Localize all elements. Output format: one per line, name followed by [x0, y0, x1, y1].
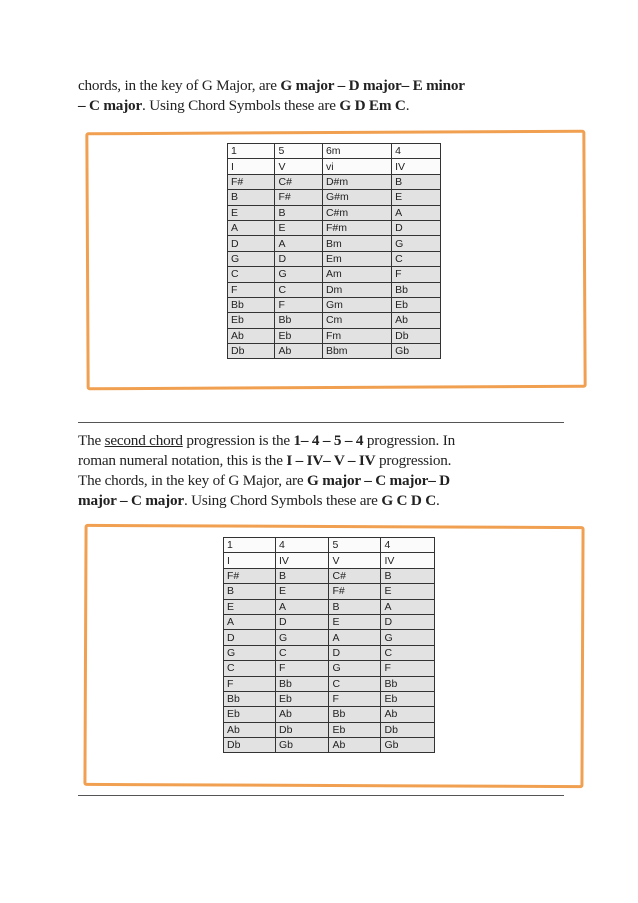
- table-row: [228, 328, 441, 343]
- table-cell: E: [228, 205, 275, 220]
- table-cell: B: [329, 599, 381, 614]
- table-cell: A: [224, 614, 276, 629]
- table-cell: Gb: [381, 738, 435, 753]
- table-cell: D: [228, 236, 275, 251]
- table-cell: Bb: [228, 297, 275, 312]
- table-row: [228, 267, 441, 282]
- table-cell: A: [392, 205, 441, 220]
- table-cell: 1: [228, 144, 275, 159]
- table-cell: G: [276, 630, 329, 645]
- table-row: [224, 707, 435, 722]
- table-row: [228, 297, 441, 312]
- underlined-text: second chord: [104, 432, 183, 449]
- table-cell: Db: [228, 344, 275, 359]
- table-cell: C: [228, 267, 275, 282]
- table-cell: Am: [322, 267, 391, 282]
- table-row: [224, 676, 435, 691]
- table-cell: G: [381, 630, 435, 645]
- bold-text: – C major: [78, 97, 142, 114]
- table-cell: 1: [224, 538, 276, 553]
- text: .: [405, 97, 410, 114]
- table-cell: 5: [329, 538, 381, 553]
- table-cell: IV: [276, 553, 329, 568]
- table-row: [224, 584, 435, 599]
- table-cell: F#: [275, 190, 322, 205]
- table-row: [224, 614, 435, 629]
- table-row: [228, 159, 441, 174]
- text: . Using Chord Symbols these are: [142, 97, 340, 114]
- table-cell: vi: [322, 159, 391, 174]
- table-cell: C#: [329, 568, 381, 583]
- table-cell: F: [224, 676, 276, 691]
- text: roman numeral notation, this is the: [78, 452, 287, 469]
- table-cell: Ab: [276, 707, 329, 722]
- table-cell: Em: [322, 251, 391, 266]
- table-row: [228, 190, 441, 205]
- bold-text: 1– 4 – 5 – 4: [293, 432, 364, 449]
- text: chords, in the key of G Major, are: [78, 77, 281, 94]
- table-cell: Eb: [228, 313, 275, 328]
- table-cell: I: [228, 159, 275, 174]
- table-row: [224, 630, 435, 645]
- table-cell: C#: [275, 174, 322, 189]
- table-row: [228, 174, 441, 189]
- table-cell: F: [276, 661, 329, 676]
- text: . Using Chord Symbols these are: [183, 492, 382, 509]
- table-cell: E: [381, 584, 435, 599]
- bold-text: G major – C major– D: [307, 472, 450, 489]
- table-cell: C: [275, 282, 322, 297]
- table-row: [228, 220, 441, 235]
- table-cell: G: [228, 251, 275, 266]
- table-row: [228, 144, 441, 159]
- table-cell: F: [329, 691, 381, 706]
- table-cell: G#m: [322, 190, 391, 205]
- table-cell: C: [224, 661, 276, 676]
- table-cell: Db: [276, 722, 329, 737]
- text: progression. In: [363, 432, 455, 449]
- table-cell: D: [392, 220, 441, 235]
- table-cell: E: [276, 584, 329, 599]
- table-cell: G: [275, 267, 322, 282]
- table-cell: C: [381, 645, 435, 660]
- table-cell: Ab: [329, 738, 381, 753]
- table-cell: Gb: [392, 344, 441, 359]
- table-cell: Cm: [322, 313, 391, 328]
- table-cell: E: [275, 220, 322, 235]
- table-cell: G: [224, 645, 276, 660]
- bold-text: I – IV– V – IV: [286, 452, 376, 469]
- table-cell: Bb: [381, 676, 435, 691]
- table-cell: 4: [276, 538, 329, 553]
- table-row: [224, 538, 435, 553]
- bold-text: major – C major: [78, 492, 184, 509]
- table-cell: 5: [275, 144, 322, 159]
- table-cell: IV: [392, 159, 441, 174]
- text: progression.: [375, 452, 452, 469]
- table-cell: B: [381, 568, 435, 583]
- table-cell: C: [329, 676, 381, 691]
- table-cell: Bb: [224, 691, 276, 706]
- text: The: [78, 432, 105, 449]
- table-cell: F: [392, 267, 441, 282]
- chord-table-2: [223, 537, 435, 753]
- table-cell: Ab: [228, 328, 275, 343]
- table-row: [224, 738, 435, 753]
- divider: [78, 795, 564, 796]
- table-cell: Gm: [322, 297, 391, 312]
- table-cell: Eb: [392, 297, 441, 312]
- table-row: [228, 236, 441, 251]
- table-cell: F#: [228, 174, 275, 189]
- table-row: [228, 251, 441, 266]
- table-cell: Eb: [276, 691, 329, 706]
- table-row: [224, 691, 435, 706]
- table-cell: Bbm: [322, 344, 391, 359]
- table-cell: Bb: [392, 282, 441, 297]
- table-cell: F#m: [322, 220, 391, 235]
- table-row: [224, 553, 435, 568]
- chord-table-1: [227, 143, 441, 359]
- table-cell: C#m: [322, 205, 391, 220]
- table-cell: A: [329, 630, 381, 645]
- table-cell: Ab: [275, 344, 322, 359]
- table-cell: Db: [224, 738, 276, 753]
- paragraph-1: [78, 76, 568, 116]
- table-row: [228, 344, 441, 359]
- table-cell: F: [381, 661, 435, 676]
- table-cell: D: [381, 614, 435, 629]
- table-cell: D: [275, 251, 322, 266]
- table-cell: F#: [329, 584, 381, 599]
- table-cell: Bb: [329, 707, 381, 722]
- table-cell: V: [329, 553, 381, 568]
- text: progression is the: [182, 432, 294, 449]
- table-cell: 6m: [322, 144, 391, 159]
- divider: [78, 422, 564, 423]
- table-cell: A: [276, 599, 329, 614]
- table-cell: B: [228, 190, 275, 205]
- table-cell: B: [224, 584, 276, 599]
- table-cell: Ab: [224, 722, 276, 737]
- text: .: [436, 492, 440, 509]
- table-cell: C: [392, 251, 441, 266]
- table-cell: E: [392, 190, 441, 205]
- table-cell: G: [329, 661, 381, 676]
- table-cell: A: [381, 599, 435, 614]
- table-row: [224, 661, 435, 676]
- table-row: [224, 599, 435, 614]
- table-cell: D: [276, 614, 329, 629]
- table-row: [224, 722, 435, 737]
- table-cell: B: [276, 568, 329, 583]
- table-cell: Eb: [275, 328, 322, 343]
- table-cell: Db: [381, 722, 435, 737]
- table-cell: Ab: [381, 707, 435, 722]
- table-cell: B: [392, 174, 441, 189]
- bold-text: G C D C: [381, 492, 437, 509]
- table-row: [228, 205, 441, 220]
- table-cell: V: [275, 159, 322, 174]
- bold-text: G D Em C: [339, 97, 406, 114]
- table-row: [224, 568, 435, 583]
- table-cell: A: [275, 236, 322, 251]
- table-cell: Ab: [392, 313, 441, 328]
- paragraph-2: [78, 431, 568, 511]
- bold-text: G major – D major– E minor: [280, 77, 465, 94]
- table-cell: Db: [392, 328, 441, 343]
- table-cell: F: [228, 282, 275, 297]
- table-row: [228, 282, 441, 297]
- table-cell: D: [329, 645, 381, 660]
- table-cell: Bb: [275, 313, 322, 328]
- table-cell: D: [224, 630, 276, 645]
- table-cell: E: [329, 614, 381, 629]
- table-cell: Eb: [329, 722, 381, 737]
- table-cell: Bb: [276, 676, 329, 691]
- table-cell: I: [224, 553, 276, 568]
- table-cell: A: [228, 220, 275, 235]
- text: The chords, in the key of G Major, are: [78, 472, 308, 489]
- table-cell: Eb: [381, 691, 435, 706]
- table-cell: 4: [392, 144, 441, 159]
- table-cell: D#m: [322, 174, 391, 189]
- table-cell: Dm: [322, 282, 391, 297]
- table-cell: IV: [381, 553, 435, 568]
- table-cell: B: [275, 205, 322, 220]
- table-cell: Gb: [276, 738, 329, 753]
- table-cell: F: [275, 297, 322, 312]
- table-cell: F#: [224, 568, 276, 583]
- table-cell: E: [224, 599, 276, 614]
- table-row: [224, 645, 435, 660]
- table-cell: 4: [381, 538, 435, 553]
- table-cell: G: [392, 236, 441, 251]
- table-row: [228, 313, 441, 328]
- table-cell: Fm: [322, 328, 391, 343]
- table-cell: Eb: [224, 707, 276, 722]
- table-cell: C: [276, 645, 329, 660]
- table-cell: Bm: [322, 236, 391, 251]
